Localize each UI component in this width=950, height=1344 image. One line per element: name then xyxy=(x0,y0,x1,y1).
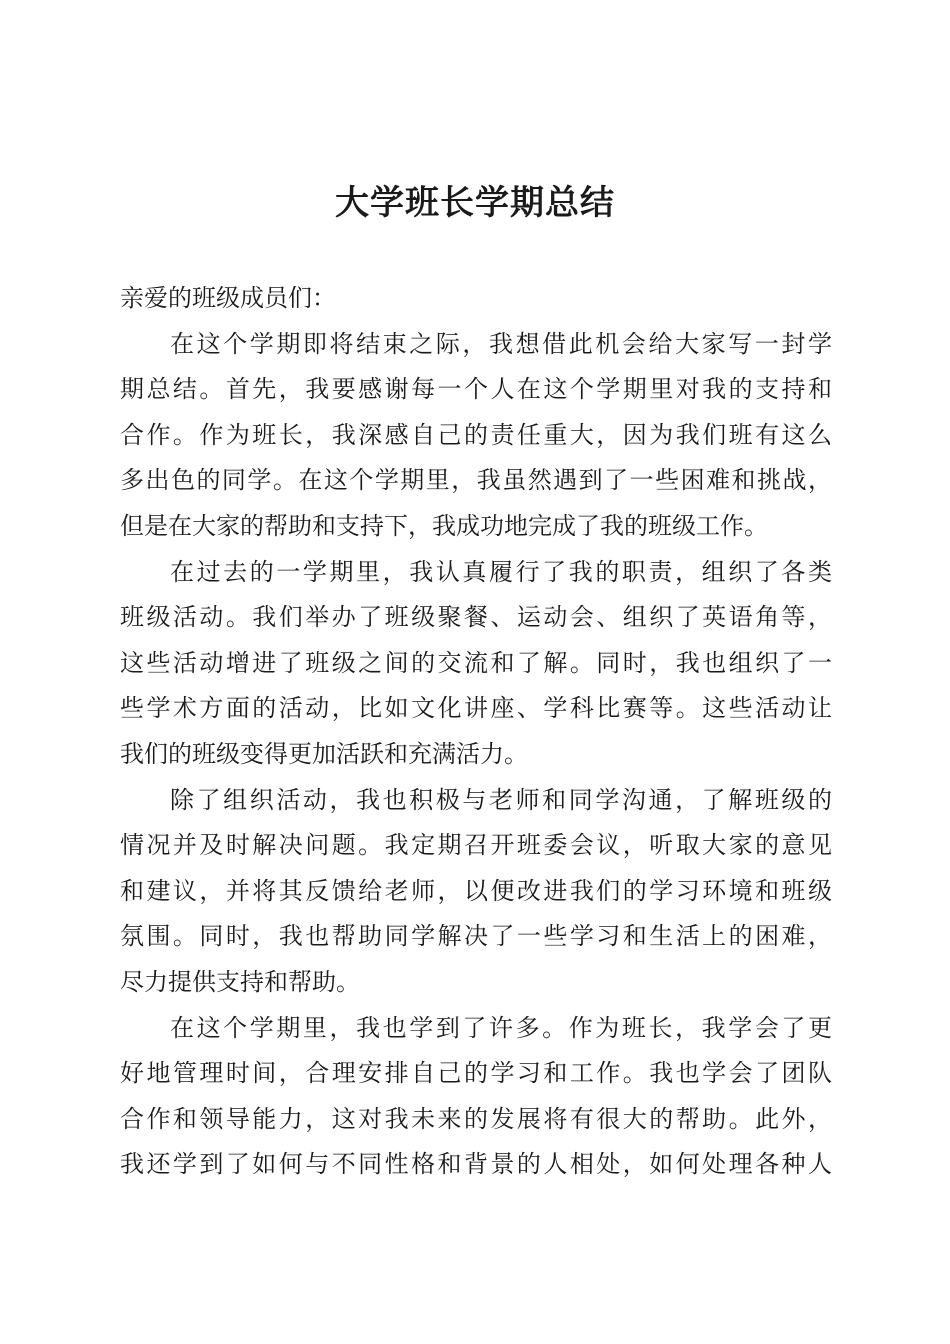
text-line: 在这个学期即将结束之际，我想借此机会给大家写一封学 xyxy=(170,329,832,358)
document-body xyxy=(120,276,832,1188)
text-line: 情况并及时解决问题。我定期召开班委会议，听取大家的意见 xyxy=(120,831,832,860)
text-line: 在这个学期里，我也学到了许多。作为班长，我学会了更 xyxy=(170,1013,832,1042)
text-line: 尽力提供支持和帮助。 xyxy=(120,967,360,996)
text-line: 班级活动。我们举办了班级聚餐、运动会、组织了英语角等， xyxy=(120,603,832,632)
text-line: 我还学到了如何与不同性格和背景的人相处，如何处理各种人 xyxy=(120,1150,832,1179)
text-line: 些学术方面的活动，比如文化讲座、学科比赛等。这些活动让 xyxy=(120,694,832,723)
text-line: 在过去的一学期里，我认真履行了我的职责，组织了各类 xyxy=(170,557,832,586)
text-line: 但是在大家的帮助和支持下，我成功地完成了我的班级工作。 xyxy=(120,511,768,540)
text-line: 期总结。首先，我要感谢每一个人在这个学期里对我的支持和 xyxy=(120,375,832,404)
text-line: 氛围。同时，我也帮助同学解决了一些学习和生活上的困难， xyxy=(120,922,832,951)
text-line: 多出色的同学。在这个学期里，我虽然遇到了一些困难和挑战， xyxy=(120,466,832,495)
text-line: 我们的班级变得更加活跃和充满活力。 xyxy=(120,739,528,768)
greeting-line: 亲爱的班级成员们： xyxy=(120,284,336,312)
paragraph-lines xyxy=(120,322,832,1188)
text-line: 合作。作为班长，我深感自己的责任重大，因为我们班有这么 xyxy=(120,420,832,449)
text-line: 除了组织活动，我也积极与老师和同学沟通，了解班级的 xyxy=(170,785,832,814)
text-line: 好地管理时间，合理安排自己的学习和工作。我也学会了团队 xyxy=(120,1059,832,1088)
text-line: 合作和领导能力，这对我未来的发展将有很大的帮助。此外， xyxy=(120,1104,832,1133)
text-line: 和建议，并将其反馈给老师，以便改进我们的学习环境和班级 xyxy=(120,876,832,905)
text-line: 这些活动增进了班级之间的交流和了解。同时，我也组织了一 xyxy=(120,648,832,677)
page-title: 大学班长学期总结 xyxy=(335,183,615,223)
